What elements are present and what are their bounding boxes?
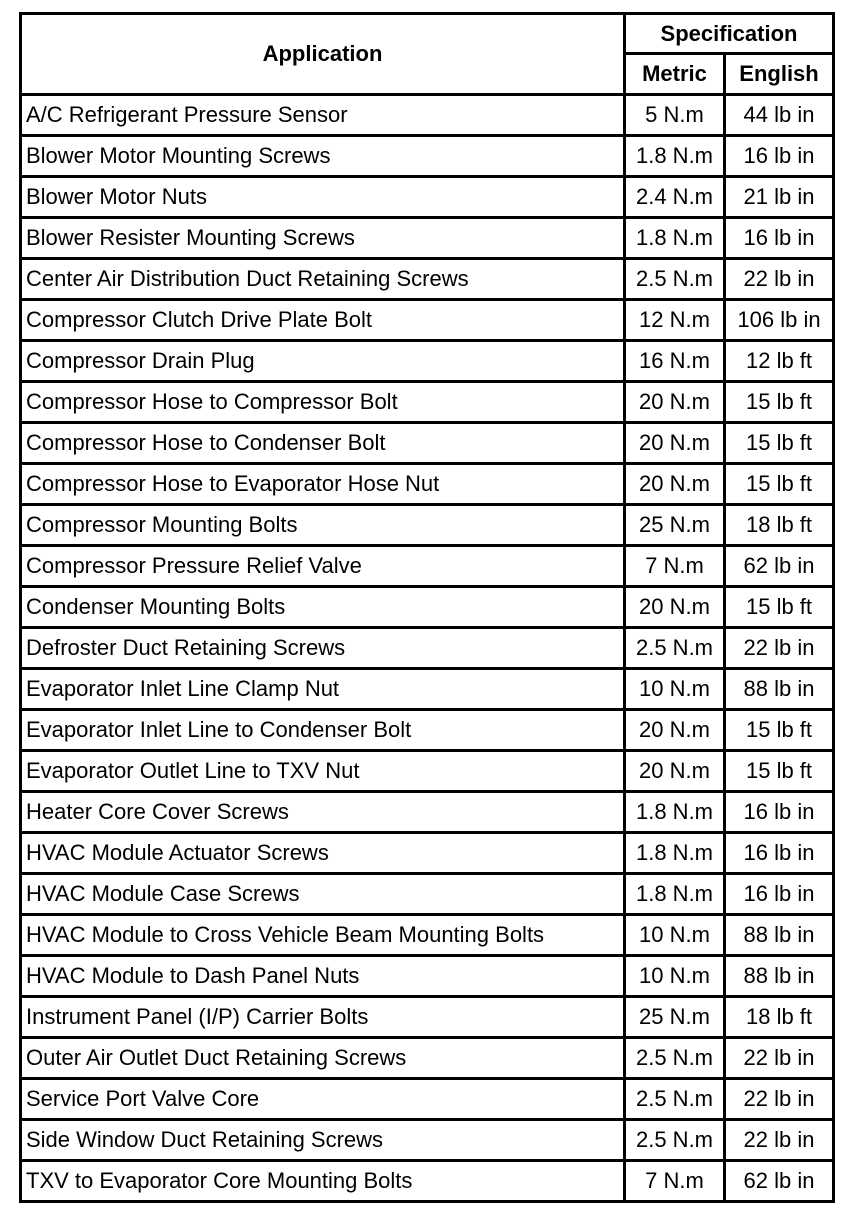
cell-metric: 20 N.m: [625, 751, 725, 792]
cell-metric: 10 N.m: [625, 669, 725, 710]
cell-metric: 25 N.m: [625, 505, 725, 546]
cell-english: 21 lb in: [725, 177, 834, 218]
cell-metric: 2.5 N.m: [625, 628, 725, 669]
cell-application: HVAC Module Case Screws: [21, 874, 625, 915]
cell-metric: 1.8 N.m: [625, 833, 725, 874]
cell-application: Compressor Drain Plug: [21, 341, 625, 382]
table-row: [21, 382, 834, 423]
cell-english: 88 lb in: [725, 956, 834, 997]
cell-english: 44 lb in: [725, 95, 834, 136]
cell-english: 15 lb ft: [725, 464, 834, 505]
cell-english: 16 lb in: [725, 136, 834, 177]
cell-application: Instrument Panel (I/P) Carrier Bolts: [21, 997, 625, 1038]
table-body: [21, 95, 834, 1202]
cell-english: 18 lb ft: [725, 505, 834, 546]
cell-application: Compressor Hose to Condenser Bolt: [21, 423, 625, 464]
cell-metric: 10 N.m: [625, 915, 725, 956]
table-row: [21, 1038, 834, 1079]
cell-application: Side Window Duct Retaining Screws: [21, 1120, 625, 1161]
cell-metric: 2.4 N.m: [625, 177, 725, 218]
cell-application: Service Port Valve Core: [21, 1079, 625, 1120]
cell-application: Defroster Duct Retaining Screws: [21, 628, 625, 669]
cell-application: Center Air Distribution Duct Retaining Screws: [21, 259, 625, 300]
table-row: [21, 95, 834, 136]
cell-metric: 20 N.m: [625, 710, 725, 751]
table-row: [21, 300, 834, 341]
cell-application: Blower Motor Mounting Screws: [21, 136, 625, 177]
table-row: [21, 136, 834, 177]
cell-metric: 7 N.m: [625, 546, 725, 587]
cell-application: Evaporator Inlet Line Clamp Nut: [21, 669, 625, 710]
cell-metric: 2.5 N.m: [625, 259, 725, 300]
cell-application: HVAC Module to Cross Vehicle Beam Mounting Bolts: [21, 915, 625, 956]
table-row: [21, 464, 834, 505]
cell-metric: 1.8 N.m: [625, 218, 725, 259]
cell-metric: 20 N.m: [625, 382, 725, 423]
table-row: [21, 1120, 834, 1161]
cell-metric: 25 N.m: [625, 997, 725, 1038]
cell-application: Compressor Hose to Compressor Bolt: [21, 382, 625, 423]
cell-english: 15 lb ft: [725, 710, 834, 751]
header-application: Application: [21, 14, 625, 95]
cell-application: Evaporator Outlet Line to TXV Nut: [21, 751, 625, 792]
cell-metric: 20 N.m: [625, 464, 725, 505]
cell-english: 15 lb ft: [725, 751, 834, 792]
cell-metric: 20 N.m: [625, 587, 725, 628]
cell-application: A/C Refrigerant Pressure Sensor: [21, 95, 625, 136]
cell-english: 22 lb in: [725, 1120, 834, 1161]
cell-english: 15 lb ft: [725, 382, 834, 423]
table-row: [21, 792, 834, 833]
cell-metric: 16 N.m: [625, 341, 725, 382]
cell-metric: 20 N.m: [625, 423, 725, 464]
header-specification: Specification: [625, 14, 834, 54]
table-row: [21, 751, 834, 792]
table-row: [21, 874, 834, 915]
cell-english: 15 lb ft: [725, 423, 834, 464]
table-row: [21, 915, 834, 956]
cell-english: 16 lb in: [725, 218, 834, 259]
cell-metric: 12 N.m: [625, 300, 725, 341]
table-row: [21, 669, 834, 710]
cell-metric: 2.5 N.m: [625, 1120, 725, 1161]
cell-english: 12 lb ft: [725, 341, 834, 382]
table-row: [21, 259, 834, 300]
table-row: [21, 710, 834, 751]
cell-application: Condenser Mounting Bolts: [21, 587, 625, 628]
cell-application: Blower Resister Mounting Screws: [21, 218, 625, 259]
cell-english: 62 lb in: [725, 1161, 834, 1202]
cell-metric: 2.5 N.m: [625, 1038, 725, 1079]
table-row: [21, 177, 834, 218]
cell-metric: 10 N.m: [625, 956, 725, 997]
cell-english: 62 lb in: [725, 546, 834, 587]
cell-english: 16 lb in: [725, 833, 834, 874]
table-row: [21, 1161, 834, 1202]
cell-english: 88 lb in: [725, 669, 834, 710]
cell-application: HVAC Module to Dash Panel Nuts: [21, 956, 625, 997]
cell-english: 16 lb in: [725, 874, 834, 915]
header-english: English: [725, 54, 834, 95]
table-row: [21, 505, 834, 546]
cell-metric: 7 N.m: [625, 1161, 725, 1202]
cell-english: 22 lb in: [725, 259, 834, 300]
cell-application: Blower Motor Nuts: [21, 177, 625, 218]
table-header: [21, 14, 834, 95]
fastener-spec-table: [19, 12, 835, 1203]
cell-application: Compressor Clutch Drive Plate Bolt: [21, 300, 625, 341]
header-metric: Metric: [625, 54, 725, 95]
cell-metric: 1.8 N.m: [625, 874, 725, 915]
table-row: [21, 628, 834, 669]
cell-application: Compressor Hose to Evaporator Hose Nut: [21, 464, 625, 505]
cell-application: Compressor Mounting Bolts: [21, 505, 625, 546]
table-row: [21, 546, 834, 587]
table-row: [21, 997, 834, 1038]
cell-application: TXV to Evaporator Core Mounting Bolts: [21, 1161, 625, 1202]
cell-english: 18 lb ft: [725, 997, 834, 1038]
cell-english: 106 lb in: [725, 300, 834, 341]
cell-english: 15 lb ft: [725, 587, 834, 628]
cell-english: 88 lb in: [725, 915, 834, 956]
cell-application: Heater Core Cover Screws: [21, 792, 625, 833]
cell-english: 16 lb in: [725, 792, 834, 833]
table-row: [21, 1079, 834, 1120]
cell-metric: 2.5 N.m: [625, 1079, 725, 1120]
cell-application: Compressor Pressure Relief Valve: [21, 546, 625, 587]
table-row: [21, 956, 834, 997]
cell-metric: 5 N.m: [625, 95, 725, 136]
cell-application: Outer Air Outlet Duct Retaining Screws: [21, 1038, 625, 1079]
cell-application: HVAC Module Actuator Screws: [21, 833, 625, 874]
cell-metric: 1.8 N.m: [625, 792, 725, 833]
table-row: [21, 587, 834, 628]
cell-metric: 1.8 N.m: [625, 136, 725, 177]
cell-english: 22 lb in: [725, 628, 834, 669]
cell-english: 22 lb in: [725, 1038, 834, 1079]
table-row: [21, 423, 834, 464]
table-row: [21, 218, 834, 259]
table-row: [21, 341, 834, 382]
table-row: [21, 833, 834, 874]
cell-application: Evaporator Inlet Line to Condenser Bolt: [21, 710, 625, 751]
cell-english: 22 lb in: [725, 1079, 834, 1120]
